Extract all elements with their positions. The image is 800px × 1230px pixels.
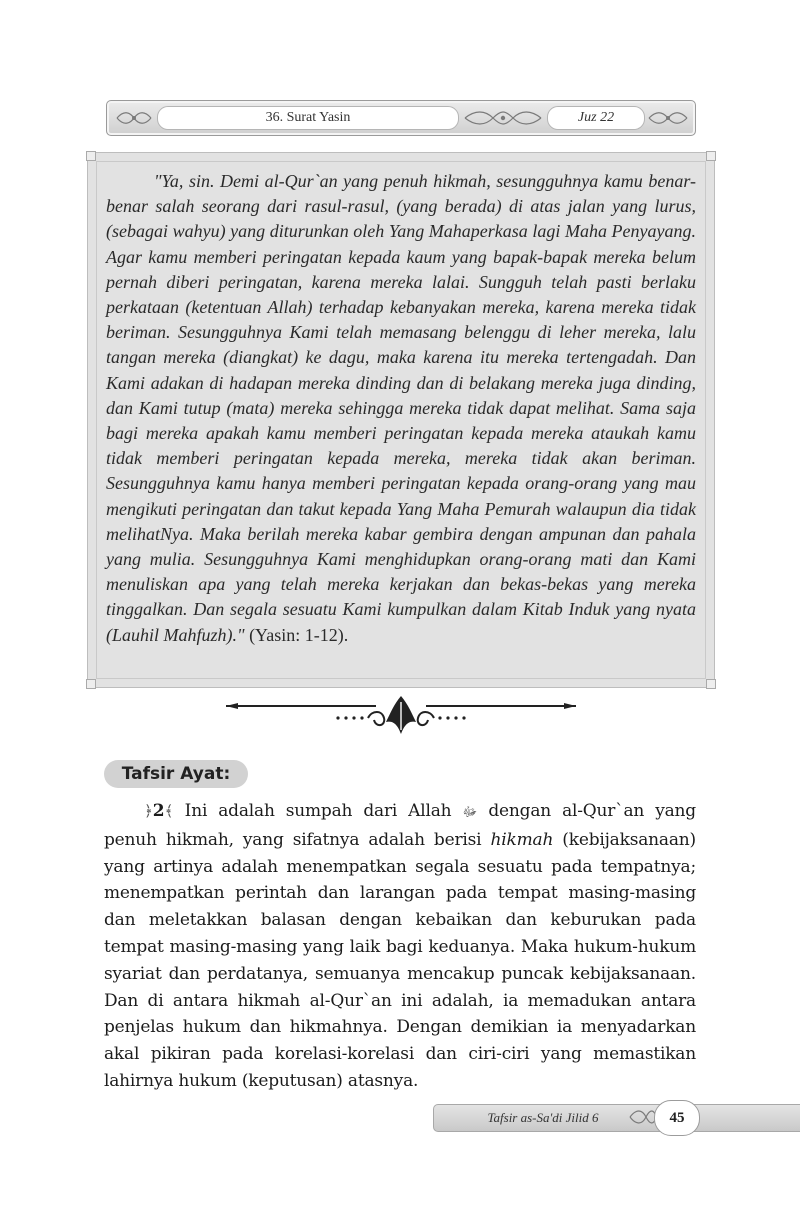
tafsir-paragraph [104,798,696,1095]
verse-number: 2 [152,801,165,821]
floral-ornament-icon [647,109,689,127]
tafsir-italic-term: hikmah [490,829,554,850]
running-header [106,100,696,136]
corner-ornament-icon [706,151,716,161]
tafsir-text-part: (kebijaksanaan) yang artinya adalah menempatkan segala sesuatu pada tempatnya; menempatkan perintah dan larangan pada tempat masing-masing dan meletakkan balasan dengan kebaikan dan keburukan pada tempat masing-masing yang laik bagi keduanya. Maka hukum-hukum syariat dan perdatanya, semuanya mencakup puncak kebijaksanaan. Dan di antara hikmah al-Qur`an ini adalah, ia memadukan antara penjelas hukum dan hikmahnya. Dengan demikian ia menyadarkan akal pikiran pada korelasi-korelasi dan ciri-ciri yang memastikan lahirnya hukum (keputusan) atasnya. [104,829,696,1091]
section-divider-ornament-icon [226,690,576,738]
section-heading: Tafsir Ayat: [104,760,248,788]
corner-ornament-icon [86,679,96,689]
juz-label: Juz 22 [547,106,645,130]
book-title: Tafsir as-Sa'di Jilid 6 [487,1110,599,1125]
corner-ornament-icon [706,679,716,689]
corner-ornament-icon [86,151,96,161]
tafsir-text-part: Ini adalah sumpah dari Allah [173,801,463,821]
verse-bracket-open: ﴿ [144,802,153,820]
tafsir-text-part: dengan al-Qur`an yang penuh hikmah, yang sifatnya adalah berisi [104,801,696,850]
floral-ornament-icon [463,109,543,127]
verse-bracket-close: ﴾ [164,802,174,820]
floral-ornament-icon [115,109,153,127]
honorific-glyph: ﷻ [462,805,478,820]
page-number: 45 [654,1100,700,1136]
verse-reference: (Yasin: 1-12). [244,624,349,645]
surah-title: 36. Surat Yasin [157,106,459,130]
verse-translation-box [87,152,715,688]
verse-translation-text: "Ya, sin. Demi al-Qur`an yang penuh hikmah, sesungguhnya kamu benar-benar salah seorang dari rasul-rasul, (yang berada) di atas jalan yang lurus, (sebagai wahyu) yang diturunkan oleh Yang Mahaperkasa lagi Maha Penyayang. Agar kamu memberi peringatan kepada kaum yang bapak-bapak mereka belum pernah diberi peringatan, karena mereka lalai. Sungguh telah pasti berlaku perkataan (ketentuan Allah) terhadap kebanyakan mereka, karena mereka tidak beriman. Sesungguhnya Kami telah memasang belenggu di leher mereka, lalu tangan mereka (diangkat) ke dagu, maka karena itu mereka tertengadah. Dan Kami adakan di hadapan mereka dinding dan di belakang mereka juga dinding, dan Kami tutup (mata) mereka sehingga mereka tidak dapat melihat. Sama saja bagi mereka apakah kamu memberi peringatan kepada mereka ataukah kamu tidak memberi peringatan kepada mereka, mereka tidak akan beriman. Sesungguhnya kamu hanya memberi peringatan kepada orang-orang yang mau mengikuti peringatan dan takut kepada Yang Maha Pemurah walaupun dia tidak melihatNya. Maka berilah mereka kabar gembira dengan ampunan dan pahala yang mulia. Sesungguhnya Kami menghidupkan orang-orang mati dan Kami menuliskan apa yang telah mereka kerjakan dan bekas-bekas yang mereka tinggalkan. Dan segala sesuatu Kami kumpulkan dalam Kitab Induk yang nyata (Lauhil Mahfuzh)." [106,171,696,645]
verse-translation [106,169,696,648]
